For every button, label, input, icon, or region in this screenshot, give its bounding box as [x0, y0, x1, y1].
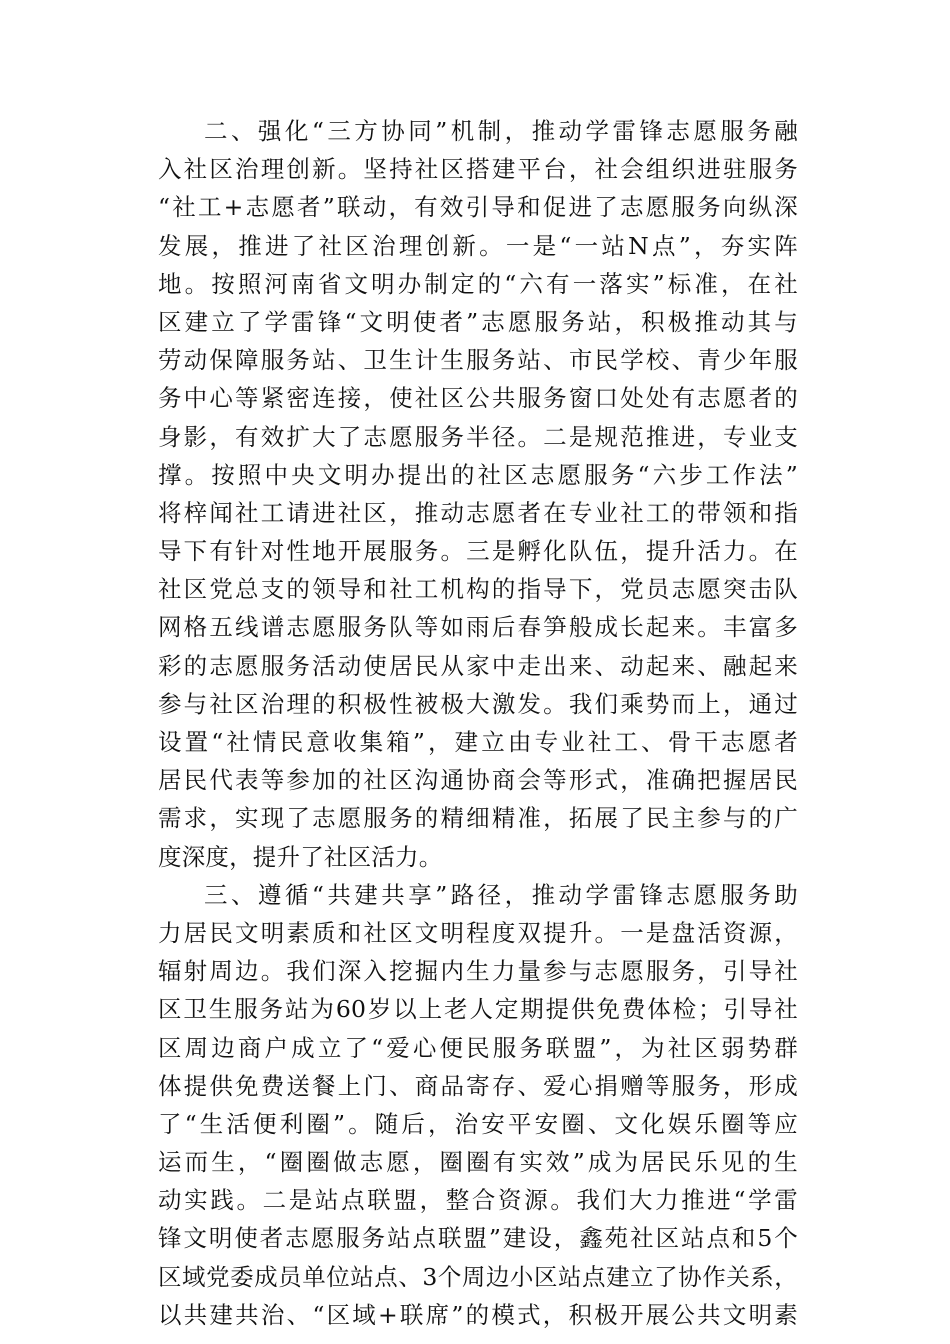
text-line: 务中心等紧密连接，使社区公共服务窗口处处有志愿者的: [158, 384, 798, 413]
text-line: 锋文明使者志愿服务站点联盟”建设，鑫苑社区站点和5个: [158, 1224, 798, 1253]
text-line: 撑。按照中央文明办提出的社区志愿服务“六步工作法”: [158, 460, 798, 489]
paragraph-2: [158, 112, 798, 876]
text-line: 区卫生服务站为60岁以上老人定期提供免费体检；引导社: [158, 995, 798, 1024]
text-line: 彩的志愿服务活动使居民从家中走出来、动起来、融起来: [158, 651, 798, 680]
text-line: 力居民文明素质和社区文明程度双提升。一是盘活资源，: [158, 918, 798, 947]
text-line: 发展，推进了社区治理创新。一是“一站N点”，夯实阵: [158, 231, 798, 260]
text-line: 入社区治理创新。坚持社区搭建平台，社会组织进驻服务: [158, 155, 798, 184]
document-body: [158, 112, 798, 1334]
text-line: 以共建共治、“区域+联席”的模式，积极开展公共文明素: [158, 1300, 798, 1329]
text-line: 三、遵循“共建共享”路径，推动学雷锋志愿服务助: [204, 880, 798, 909]
text-line: 二、强化“三方协同”机制，推动学雷锋志愿服务融: [204, 117, 798, 145]
text-line: 社区党总支的领导和社工机构的指导下，党员志愿突击队: [158, 575, 798, 604]
text-line: 区域党委成员单位站点、3个周边小区站点建立了协作关系，: [158, 1262, 798, 1291]
text-line: 需求，实现了志愿服务的精细精准，拓展了民主参与的广: [158, 804, 798, 833]
text-line: 动实践。二是站点联盟，整合资源。我们大力推进“学雷: [158, 1186, 798, 1215]
text-line: 将梓闻社工请进社区，推动志愿者在专业社工的带领和指: [158, 498, 798, 527]
text-line: 网格五线谱志愿服务队等如雨后春笋般成长起来。丰富多: [158, 613, 798, 642]
text-line: 了“生活便利圈”。随后，治安平安圈、文化娱乐圈等应: [158, 1109, 798, 1138]
text-line: 辐射周边。我们深入挖掘内生力量参与志愿服务，引导社: [158, 957, 798, 986]
text-line: 劳动保障服务站、卫生计生服务站、市民学校、青少年服: [158, 346, 798, 375]
text-line: 运而生，“圈圈做志愿，圈圈有实效”成为居民乐见的生: [158, 1148, 798, 1177]
text-line: 体提供免费送餐上门、商品寄存、爱心捐赠等服务，形成: [158, 1071, 798, 1100]
text-line: 设置“社情民意收集箱”，建立由专业社工、骨干志愿者: [158, 728, 798, 756]
paragraph-3: [158, 876, 798, 1334]
text-line: 身影，有效扩大了志愿服务半径。二是规范推进，专业支: [158, 422, 798, 451]
text-line: 参与社区治理的积极性被极大激发。我们乘势而上，通过: [158, 689, 798, 718]
text-line: 区建立了学雷锋“文明使者”志愿服务站，积极推动其与: [158, 307, 798, 336]
text-line: 度深度，提升了社区活力。: [158, 842, 443, 871]
text-line: 居民代表等参加的社区沟通协商会等形式，准确把握居民: [158, 766, 798, 795]
text-line: 地。按照河南省文明办制定的“六有一落实”标准，在社: [158, 269, 798, 298]
text-line: “社工+志愿者”联动，有效引导和促进了志愿服务向纵深: [158, 193, 798, 222]
text-line: 导下有针对性地开展服务。三是孵化队伍，提升活力。在: [158, 537, 798, 566]
text-line: 区周边商户成立了“爱心便民服务联盟”，为社区弱势群: [158, 1033, 798, 1062]
